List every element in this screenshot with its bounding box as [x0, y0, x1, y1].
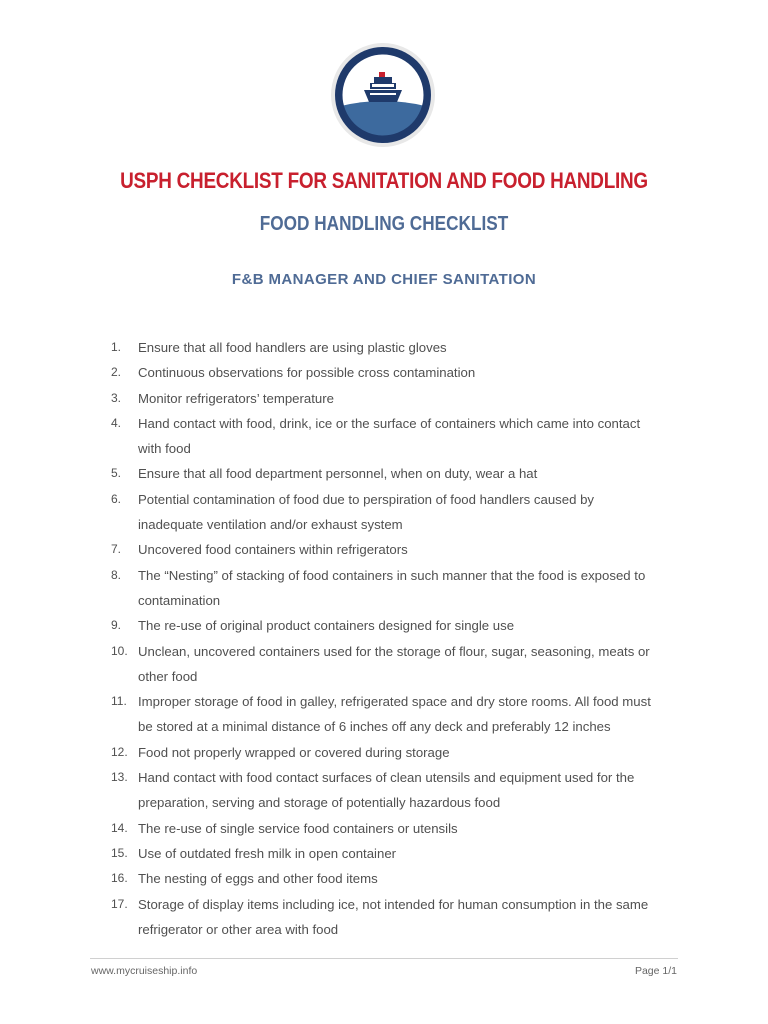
checklist-item [100, 765, 680, 816]
mycruiseship-logo [328, 42, 438, 148]
checklist-item-text [138, 613, 680, 638]
checklist-item-number: 9. [111, 618, 122, 633]
checklist-item [100, 360, 680, 385]
checklist-item [100, 461, 680, 486]
checklist-item-number: 2. [111, 365, 122, 380]
checklist-item [100, 613, 680, 638]
checklist-item-text [138, 563, 680, 614]
checklist-item-number: 13. [111, 770, 128, 785]
checklist-item-text [138, 386, 680, 411]
checklist-item-line: Unclean, uncovered containers used for the storage of flour, sugar, seasoning, meats or [138, 643, 650, 659]
checklist-item-line: Continuous observations for possible cross contamination [138, 365, 476, 381]
footer-divider [90, 958, 678, 959]
checklist-item-number: 15. [111, 845, 128, 860]
logo-brand-text: MYCRUISESHIP [344, 54, 422, 85]
checklist-item [100, 537, 680, 562]
checklist-item [100, 335, 680, 360]
checklist-item-text [138, 537, 680, 562]
checklist-item-text [138, 866, 680, 891]
checklist-item [100, 816, 680, 841]
checklist-item [100, 411, 680, 462]
checklist-item-line: Improper storage of food in galley, refrigerated space and dry store rooms. All food must [138, 694, 651, 710]
checklist-item [100, 386, 680, 411]
footer-page-number: Page 1/1 [634, 965, 677, 977]
checklist-item-text [138, 841, 680, 866]
checklist-item [100, 689, 680, 740]
checklist-item-text [138, 639, 680, 690]
checklist-item-number: 7. [111, 542, 122, 557]
checklist-item-text [138, 765, 680, 816]
footer-website[interactable]: www.mycruiseship.info [91, 965, 198, 977]
checklist-item-line: Potential contamination of food due to perspiration of food handlers caused by [138, 491, 595, 507]
checklist-item-number: 10. [111, 643, 128, 658]
food-handling-checklist [100, 335, 680, 942]
checklist-item-line: The nesting of eggs and other food items [138, 871, 378, 887]
checklist-item-text [138, 335, 680, 360]
checklist-item-line: Storage of display items including ice, not intended for human consumption in the same [138, 896, 649, 912]
checklist-item-line: Ensure that all food department personnel, when on duty, wear a hat [138, 466, 538, 482]
checklist-item-line: Food not properly wrapped or covered during storage [138, 744, 450, 760]
checklist-item [100, 866, 680, 891]
checklist-item-number: 14. [111, 820, 128, 835]
checklist-item-number: 8. [111, 567, 122, 582]
checklist-item-text [138, 461, 680, 486]
checklist-item-line: with food [138, 441, 191, 457]
checklist-item-line: refrigerator or other area with food [138, 921, 339, 937]
checklist-item-number: 16. [111, 871, 128, 886]
checklist-item [100, 639, 680, 690]
checklist-item-text [138, 411, 680, 462]
checklist-item-text [138, 689, 680, 740]
page-subtitle: FOOD HANDLING CHECKLIST [259, 213, 509, 235]
page-title: USPH CHECKLIST FOR SANITATION AND FOOD HANDLING [120, 168, 648, 193]
section-title: F&B MANAGER AND CHIEF SANITATION [231, 271, 537, 288]
checklist-item-line: other food [138, 668, 198, 684]
checklist-item-line: inadequate ventilation and/or exhaust system [138, 517, 403, 533]
checklist-item-line: Monitor refrigerators’ temperature [138, 390, 334, 406]
checklist-item [100, 892, 680, 943]
checklist-item-line: Use of outdated fresh milk in open container [138, 845, 397, 861]
checklist-item-number: 17. [111, 896, 128, 911]
checklist-item-line: Hand contact with food contact surfaces of clean utensils and equipment used for the [138, 770, 635, 786]
checklist-item [100, 487, 680, 538]
checklist-item-line: be stored at a minimal distance of 6 inches off any deck and preferably 12 inches [138, 719, 611, 735]
checklist-item-line: contamination [138, 592, 221, 608]
checklist-item-number: 12. [111, 744, 128, 759]
checklist-item-line: preparation, serving and storage of potentially hazardous food [138, 795, 501, 811]
checklist-item-text [138, 487, 680, 538]
checklist-item-line: The re-use of single service food containers or utensils [138, 820, 458, 836]
checklist-item-number: 5. [111, 466, 122, 481]
checklist-item-number: 11. [111, 694, 127, 709]
checklist-item-text [138, 892, 680, 943]
checklist-item-line: Uncovered food containers within refrigerators [138, 542, 408, 558]
checklist-item [100, 563, 680, 614]
checklist-item-text [138, 360, 680, 385]
checklist-item [100, 841, 680, 866]
checklist-item-line: Ensure that all food handlers are using plastic gloves [138, 340, 447, 355]
checklist-item-number: 6. [111, 491, 122, 506]
checklist-item-number: 4. [111, 415, 122, 430]
checklist-item-number: 3. [111, 390, 122, 405]
checklist-item-number: 1. [111, 340, 122, 354]
checklist-item-line: Hand contact with food, drink, ice or the surface of containers which came into contact [138, 415, 641, 431]
checklist-item-text [138, 816, 680, 841]
checklist-item-text [138, 740, 680, 765]
checklist-item-line: The re-use of original product containers designed for single use [138, 618, 515, 634]
checklist-item [100, 740, 680, 765]
checklist-item-line: The “Nesting” of stacking of food containers in such manner that the food is exposed to [138, 567, 646, 583]
